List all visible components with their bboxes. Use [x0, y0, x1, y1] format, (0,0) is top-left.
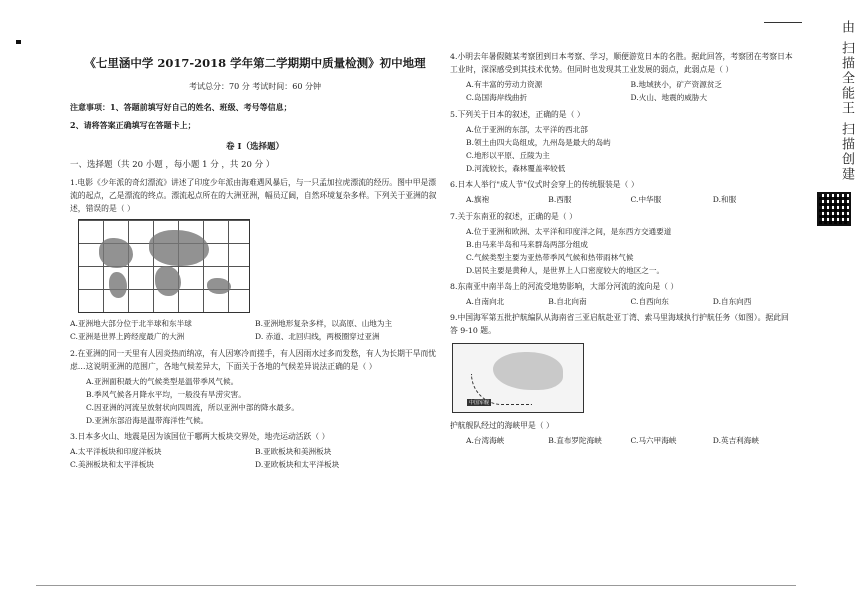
- scan-mark-icon: [16, 40, 21, 44]
- exam-meta: 考试总分：70 分 考试时间：60 分钟: [189, 82, 321, 91]
- question-stem: 8.东南亚中南半岛上的河流受地势影响，大部分河流的流向是（ ）: [450, 282, 679, 291]
- map-landmass: [149, 230, 209, 266]
- left-column: [70, 50, 440, 471]
- option-d[interactable]: D.自东向西: [712, 297, 752, 306]
- map-landmass: [109, 272, 127, 298]
- options-row: [70, 330, 440, 343]
- option-d[interactable]: D.河流较长，森林覆盖率较低: [466, 164, 566, 173]
- question-substem: 护航舰队经过的海峡甲是（ ）: [450, 421, 554, 430]
- question-2: [70, 347, 440, 427]
- option-b[interactable]: B.由马来半岛和马来群岛两部分组成: [466, 240, 588, 249]
- option-d[interactable]: D.亚欧板块和太平洋板块: [255, 460, 340, 469]
- option-b[interactable]: B.直布罗陀海峡: [548, 436, 602, 445]
- option-d[interactable]: D.火山、地震的威胁大: [630, 93, 708, 102]
- option-c[interactable]: C.岛国海岸线曲折: [466, 93, 528, 102]
- question-stem: 1.电影《少年派的奇幻漂流》讲述了印度少年派由海难遇风暴后，与一只孟加拉虎漂流的经历。图中甲是漂流的起点，乙是漂流的终点。漂流起点所在的大洲亚洲，幅员辽阔，自然环境复杂多样。下列关于亚洲的叙述，错误的是（ ）: [70, 178, 437, 213]
- note-1: 注意事项：1、答题前填写好自己的姓名、班级、考号等信息；: [70, 102, 292, 112]
- question-stem: 4.小明去年暑假随某考察团到日本考察、学习，顺便游览日本的名胜。据此回答，考察团在考察日本工业时，深深感受到其技术优势。但同时也发现其工业发展的弱点，此弱点是（ ）: [450, 52, 793, 74]
- question-stem: 5.下列关于日本的叙述，正确的是（ ）: [450, 110, 585, 119]
- section-label: 一、选择题（共 20 小题 ，每小题 1 分 ，共 20 分 ）: [70, 160, 275, 170]
- option-a[interactable]: A.有丰富的劳动力资源: [466, 80, 543, 89]
- divider: [764, 22, 802, 23]
- option-c[interactable]: C.中华服: [630, 195, 662, 204]
- question-3: [70, 430, 440, 471]
- question-stem: 7.关于东南亚的叙述，正确的是（ ）: [450, 212, 577, 221]
- option-c[interactable]: C.地形以平原、丘陵为主: [466, 151, 550, 160]
- option-c[interactable]: C.自西向东: [630, 297, 669, 306]
- map-landmass: [207, 278, 231, 294]
- option-d[interactable]: D.和服: [712, 195, 737, 204]
- option-b[interactable]: B.季风气候各月降水平均，一般没有旱涝灾害。: [86, 390, 246, 399]
- option-a[interactable]: A.亚洲面积最大的气候类型是温带季风气候。: [86, 377, 239, 386]
- option-b[interactable]: B.地域狭小，矿产资源贫乏: [630, 80, 723, 89]
- option-b[interactable]: B.自北向南: [548, 297, 587, 306]
- options-row: [450, 434, 795, 447]
- scanner-watermark: 由 扫描全能王 扫描创建: [839, 20, 854, 183]
- option-c[interactable]: C.亚洲是世界上跨经度最广的大洲: [70, 332, 185, 341]
- exam-title: 《七里涵中学 2017-2018 学年第二学期期中质量检测》初中地理: [84, 56, 426, 70]
- question-6: [450, 178, 795, 206]
- option-c[interactable]: C.气候类型主要为亚热带季风气候和热带雨林气候: [466, 253, 634, 262]
- route-map-figure: [452, 343, 584, 413]
- option-c[interactable]: C.美洲板块和太平洋板块: [70, 460, 154, 469]
- option-d[interactable]: D.英吉利海峡: [712, 436, 759, 445]
- option-b[interactable]: B.领土由四大岛组成，九州岛是最大的岛屿: [466, 138, 611, 147]
- options-row: [450, 193, 795, 206]
- page-edge: [36, 585, 796, 586]
- map-label: 中国军舰: [469, 400, 490, 406]
- question-stem: 2.在亚洲的同一天里有人因炎热而纳凉，有人因寒冷而搓手，有人因雨水过多而发愁，有人为长期干旱而忧虑…这说明亚洲的范围广，各地气候差异大，下面关于各地的气候差异说法正确的是（ ）: [70, 349, 437, 371]
- options-row: [450, 295, 795, 308]
- option-a[interactable]: A.旗袍: [466, 195, 490, 204]
- options-row: [70, 445, 440, 458]
- qr-code-icon: [817, 192, 851, 226]
- options-row: [450, 78, 795, 91]
- question-stem: 6.日本人举行"成人节"仪式时会穿上的传统服装是（ ）: [450, 180, 639, 189]
- option-c[interactable]: C.马六甲海峡: [630, 436, 677, 445]
- question-8: [450, 280, 795, 308]
- option-b[interactable]: B.西服: [548, 195, 572, 204]
- option-d[interactable]: D.亚洲东部沿海是温带海洋性气候。: [86, 416, 209, 425]
- question-9: [450, 311, 795, 447]
- options-row: [70, 458, 440, 471]
- option-b[interactable]: B.亚欧板块和美洲板块: [255, 447, 332, 456]
- map-landmass: [155, 266, 181, 296]
- option-d[interactable]: D.居民主要是黄种人，是世界上人口密度较大的地区之一。: [466, 266, 665, 275]
- note-2: 2、请将答案正确填写在答题卡上；: [70, 120, 196, 130]
- map-landmass: [99, 238, 133, 268]
- options-row: [70, 317, 440, 330]
- question-1: [70, 176, 440, 343]
- right-column: [450, 50, 795, 447]
- options-row: [450, 91, 795, 104]
- question-5: [450, 108, 795, 175]
- option-d[interactable]: D. 赤道、北回归线，两极圈穿过亚洲: [255, 332, 380, 341]
- option-b[interactable]: B.亚洲地形复杂多样，以高原、山地为主: [255, 319, 393, 328]
- option-a[interactable]: A.位于亚洲和欧洲、太平洋和印度洋之间，是东西方交通要道: [466, 227, 672, 236]
- option-a[interactable]: A.太平洋板块和印度洋板块: [70, 447, 162, 456]
- question-stem: 3.日本多火山、地震是因为该国位于哪两大板块交界处，地壳运动活跃（ ）: [70, 432, 330, 441]
- option-a[interactable]: A.自南向北: [466, 297, 505, 306]
- question-4: [450, 50, 795, 104]
- option-a[interactable]: A.位于亚洲的东部，太平洋的西北部: [466, 125, 588, 134]
- question-7: [450, 210, 795, 277]
- world-map-figure: [78, 219, 250, 313]
- volume-label: 卷 I（选择题）: [226, 142, 284, 152]
- question-stem: 9.中国海军第五批护航编队从海南省三亚启航赴亚丁湾、索马里海域执行护航任务（如图）。据此回答 9-10 题。: [450, 313, 789, 335]
- option-a[interactable]: A.亚洲地大部分位于北半球和东半球: [70, 319, 192, 328]
- option-c[interactable]: C.因亚洲的河流呈放射状向四周流，所以亚洲中部的降水最多。: [86, 403, 299, 412]
- option-a[interactable]: A.台湾海峡: [466, 436, 505, 445]
